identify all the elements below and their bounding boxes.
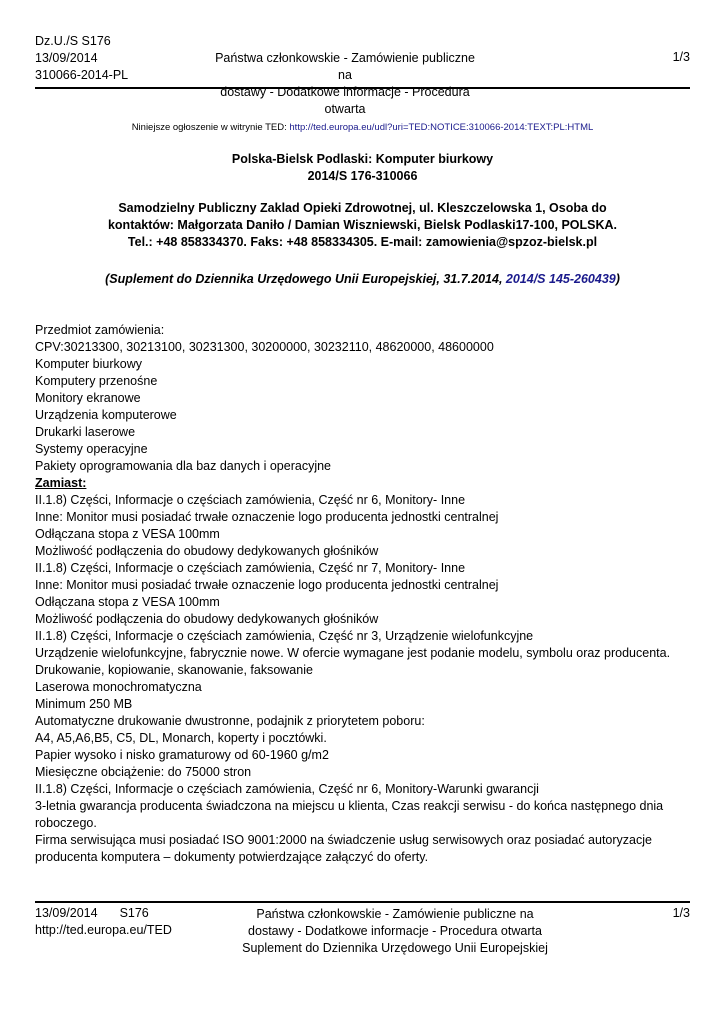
footer-date-ref [35, 906, 149, 920]
header-title-line2: dostawy - Dodatkowe informacje - Procedura otwarta [220, 85, 470, 116]
body-line: Odłączana stopa z VESA 100mm [35, 595, 220, 609]
header-date: 13/09/2014 [35, 51, 98, 65]
page-footer [35, 901, 690, 963]
body-line: II.1.8) Części, Informacje o częściach zamówienia, Część nr 6, Monitory- Inne [35, 493, 466, 507]
contact-line2: kontaktów: Małgorzata Daniło / Damian Wiszniewski, Bielsk Podlaski17-100, POLSKA. [107, 218, 618, 232]
ted-prefix: Niniejsze ogłoszenie w witrynie TED: [131, 122, 290, 133]
ted-link[interactable]: http://ted.europa.eu/udl?uri=TED:NOTICE:310066-2014:TEXT:PL:HTML [289, 122, 594, 133]
footer-page-number: 1/3 [672, 906, 690, 920]
body-line: Pakiety oprogramowania dla baz danych i operacyjne [35, 459, 332, 473]
suplement-reference [35, 272, 690, 286]
footer-ref: S176 [119, 906, 149, 920]
body-line: Inne: Monitor musi posiadać trwałe oznaczenie logo producenta jednostki centralnej [35, 578, 499, 592]
suplement-link[interactable]: 2014/S 145-260439 [505, 272, 616, 286]
contact-line3: Tel.: +48 858334370. Faks: +48 858334305. E-mail: zamowienia@spzoz-bielsk.pl [127, 235, 598, 249]
page-header [35, 33, 690, 116]
notice-title-line1: Polska-Bielsk Podlaski: Komputer biurkowy [231, 152, 494, 166]
body-paragraph: 3-letnia gwarancja producenta świadczona na miejscu u klienta, Czas reakcji serwisu - do końca następnego dnia roboczego. [35, 799, 664, 830]
footer-line1: Państwa członkowskie - Zamówienie publiczne na [256, 907, 534, 921]
footer-line3: Suplement do Dziennika Urzędowego Unii Europejskiej [242, 941, 548, 955]
body-line: Systemy operacyjne [35, 442, 148, 456]
body-line: II.1.8) Części, Informacje o częściach zamówienia, Część nr 6, Monitory-Warunki gwarancji [35, 782, 539, 796]
header-page-number: 1/3 [672, 50, 690, 64]
notice-title [35, 151, 690, 185]
footer-date: 13/09/2014 [35, 906, 98, 920]
suplement-prefix: (Suplement do Dziennika Urzędowego Unii Europejskiej, 31.7.2014, [105, 272, 506, 286]
body-line: Komputery przenośne [35, 374, 158, 388]
body-line: Przedmiot zamówienia: [35, 323, 165, 337]
body-line: Urządzenia komputerowe [35, 408, 177, 422]
zamiast-heading: Zamiast: [35, 476, 87, 490]
body-line: II.1.8) Części, Informacje o częściach zamówienia, Część nr 3, Urządzenie wielofunkcyjne [35, 629, 534, 643]
body-line: Urządzenie wielofunkcyjne, fabrycznie nowe. W ofercie wymagane jest podanie modelu, symbolu oraz producenta. [35, 646, 671, 660]
footer-title [215, 906, 575, 957]
notice-body [35, 322, 690, 866]
body-line: Minimum 250 MB [35, 697, 133, 711]
suplement-suffix: ) [615, 272, 620, 286]
contracting-authority [90, 200, 635, 251]
header-doc-id: 310066-2014-PL [35, 68, 129, 82]
body-line: Odłączana stopa z VESA 100mm [35, 527, 220, 541]
body-line: Drukarki laserowe [35, 425, 136, 439]
body-line: Automatyczne drukowanie dwustronne, podajnik z priorytetem poboru: [35, 714, 425, 728]
body-line: A4, A5,A6,B5, C5, DL, Monarch, koperty i pocztówki. [35, 731, 327, 745]
body-line: Inne: Monitor musi posiadać trwałe oznaczenie logo producenta jednostki centralnej [35, 510, 499, 524]
body-line: Papier wysoko i nisko gramaturowy od 60-1960 g/m2 [35, 748, 329, 762]
body-line: CPV:30213300, 30213100, 30231300, 30200000, 30232110, 48620000, 48600000 [35, 340, 494, 354]
body-line: Laserowa monochromatyczna [35, 680, 202, 694]
body-paragraph: Firma serwisująca musi posiadać ISO 9001:2000 na świadczenie usług serwisowych oraz posiadać autoryzacje producenta komputera – dokumenty potwierdzające załączyć do oferty. [35, 833, 652, 864]
header-ref: Dz.U./S S176 [35, 34, 111, 48]
body-line: Możliwość podłączenia do obudowy dedykowanych głośników [35, 612, 379, 626]
body-line: Drukowanie, kopiowanie, skanowanie, faksowanie [35, 663, 313, 677]
header-left [35, 33, 128, 84]
body-line: Miesięczne obciążenie: do 75000 stron [35, 765, 252, 779]
body-line: Możliwość podłączenia do obudowy dedykowanych głośników [35, 544, 379, 558]
notice-title-line2: 2014/S 176-310066 [307, 169, 418, 183]
contact-line1: Samodzielny Publiczny Zaklad Opieki Zdrowotnej, ul. Kleszczelowska 1, Osoba do [118, 201, 607, 215]
body-line: Monitory ekranowe [35, 391, 141, 405]
body-line: II.1.8) Części, Informacje o częściach zamówienia, Część nr 7, Monitory- Inne [35, 561, 466, 575]
footer-url: http://ted.europa.eu/TED [35, 923, 172, 937]
ted-notice [35, 122, 690, 133]
header-title [215, 50, 475, 118]
body-line: Komputer biurkowy [35, 357, 142, 371]
footer-line2: dostawy - Dodatkowe informacje - Procedura otwarta [248, 924, 542, 938]
header-title-line1: Państwa członkowskie - Zamówienie publiczne na [215, 51, 475, 82]
